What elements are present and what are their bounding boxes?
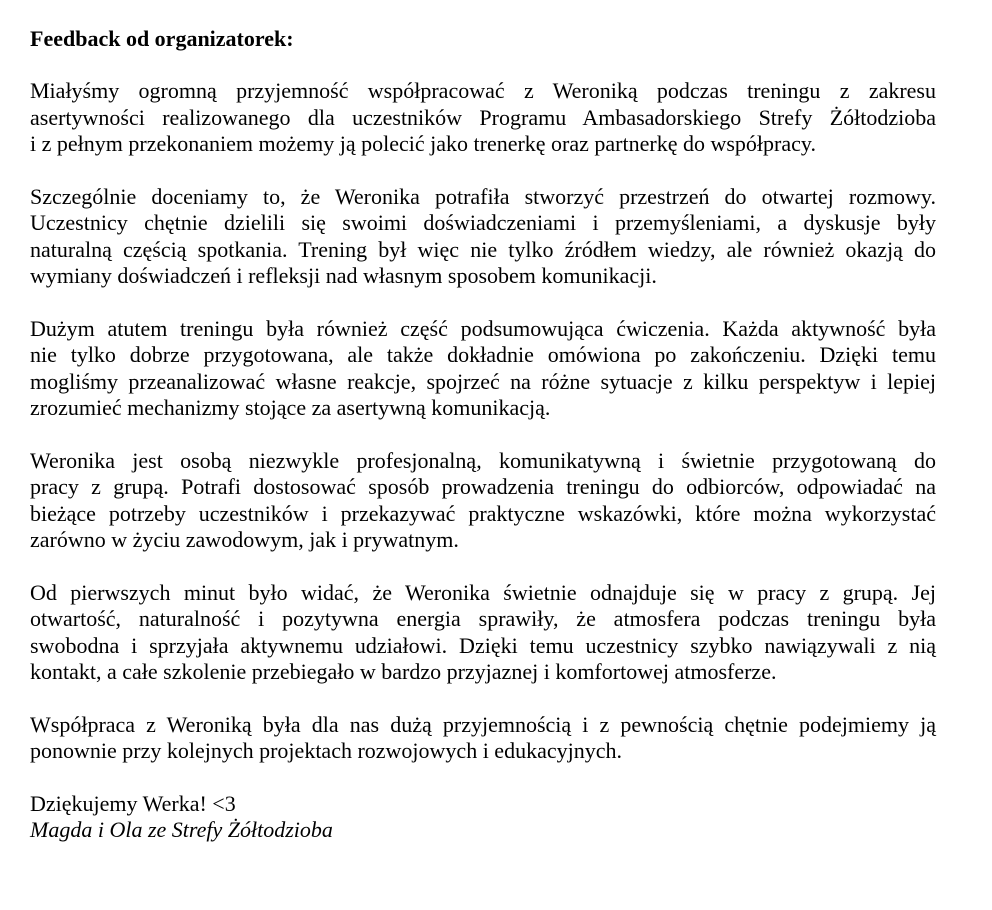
paragraph-line: otwartość, naturalność i pozytywna energia sprawiły, że atmosfera podczas treningu była <box>30 606 936 631</box>
paragraph-line: zarówno w życiu zawodowym, jak i prywatnym. <box>30 527 459 552</box>
paragraph-line: mogliśmy przeanalizować własne reakcje, spojrzeć na różne sytuacje z kilku perspektyw i lepiej <box>30 368 936 394</box>
paragraph-line: naturalną częścią spotkania. Trening był więc nie tylko źródłem wiedzy, ale również okazją do <box>30 236 936 262</box>
document <box>30 26 936 844</box>
paragraph-line: i z pełnym przekonaniem możemy ją polecić jako trenerkę oraz partnerkę do współpracy. <box>30 131 816 156</box>
paragraph-line: Od pierwszych minut było widać, że Weronika świetnie odnajduje się w pracy z grupą. Jej <box>30 579 936 605</box>
paragraph-4 <box>30 448 936 554</box>
paragraph-line: kontakt, a całe szkolenie przebiegało w bardzo przyjaznej i komfortowej atmosferze. <box>30 659 777 684</box>
paragraph-3 <box>30 316 936 422</box>
paragraph-line: Miałyśmy ogromną przyjemność współpracować z Weroniką podczas treningu z zakresu <box>30 78 936 103</box>
closing-line: Dziękujemy Werka! <3 <box>30 790 236 816</box>
paragraph-line: nie tylko dobrze przygotowana, ale także dokładnie omówiona po zakończeniu. Dzięki temu <box>30 342 936 367</box>
paragraph-line: Uczestnicy chętnie dzielili się swoimi doświadczeniami i przemyśleniami, a dyskusje były <box>30 210 936 235</box>
paragraph-5 <box>30 580 936 686</box>
paragraph-line: Dużym atutem treningu była również część podsumowująca ćwiczenia. Każda aktywność była <box>30 315 936 341</box>
paragraph-line: swobodna i sprzyjała aktywnemu udziałowi. Dzięki temu uczestnicy szybko nawiązywali z nią <box>30 632 936 658</box>
paragraph-line: asertywności realizowanego dla uczestników Programu Ambasadorskiego Strefy Żółtodzioba <box>30 104 936 130</box>
signature: Magda i Ola ze Strefy Żółtodzioba <box>30 817 333 842</box>
document-title: Feedback od organizatorek: <box>30 26 294 51</box>
paragraph-line: bieżące potrzeby uczestników i przekazywać praktyczne wskazówki, które można wykorzystać <box>30 500 936 526</box>
paragraph-line: Współpraca z Weroniką była dla nas dużą przyjemnością i z pewnością chętnie podejmiemy ją <box>30 711 936 737</box>
paragraph-1 <box>30 78 936 158</box>
paragraph-6 <box>30 712 936 765</box>
paragraph-line: wymiany doświadczeń i refleksji nad własnym sposobem komunikacji. <box>30 263 657 288</box>
paragraph-line: ponownie przy kolejnych projektach rozwojowych i edukacyjnych. <box>30 738 622 763</box>
paragraph-line: pracy z grupą. Potrafi dostosować sposób prowadzenia treningu do odbiorców, odpowiadać na <box>30 474 936 499</box>
paragraph-line: zrozumieć mechanizmy stojące za asertywną komunikacją. <box>30 395 551 420</box>
paragraph-line: Weronika jest osobą niezwykle profesjonalną, komunikatywną i świetnie przygotowaną do <box>30 447 936 473</box>
paragraph-2 <box>30 184 936 290</box>
paragraph-line: Szczególnie doceniamy to, że Weronika potrafiła stworzyć przestrzeń do otwartej rozmowy. <box>30 183 936 209</box>
